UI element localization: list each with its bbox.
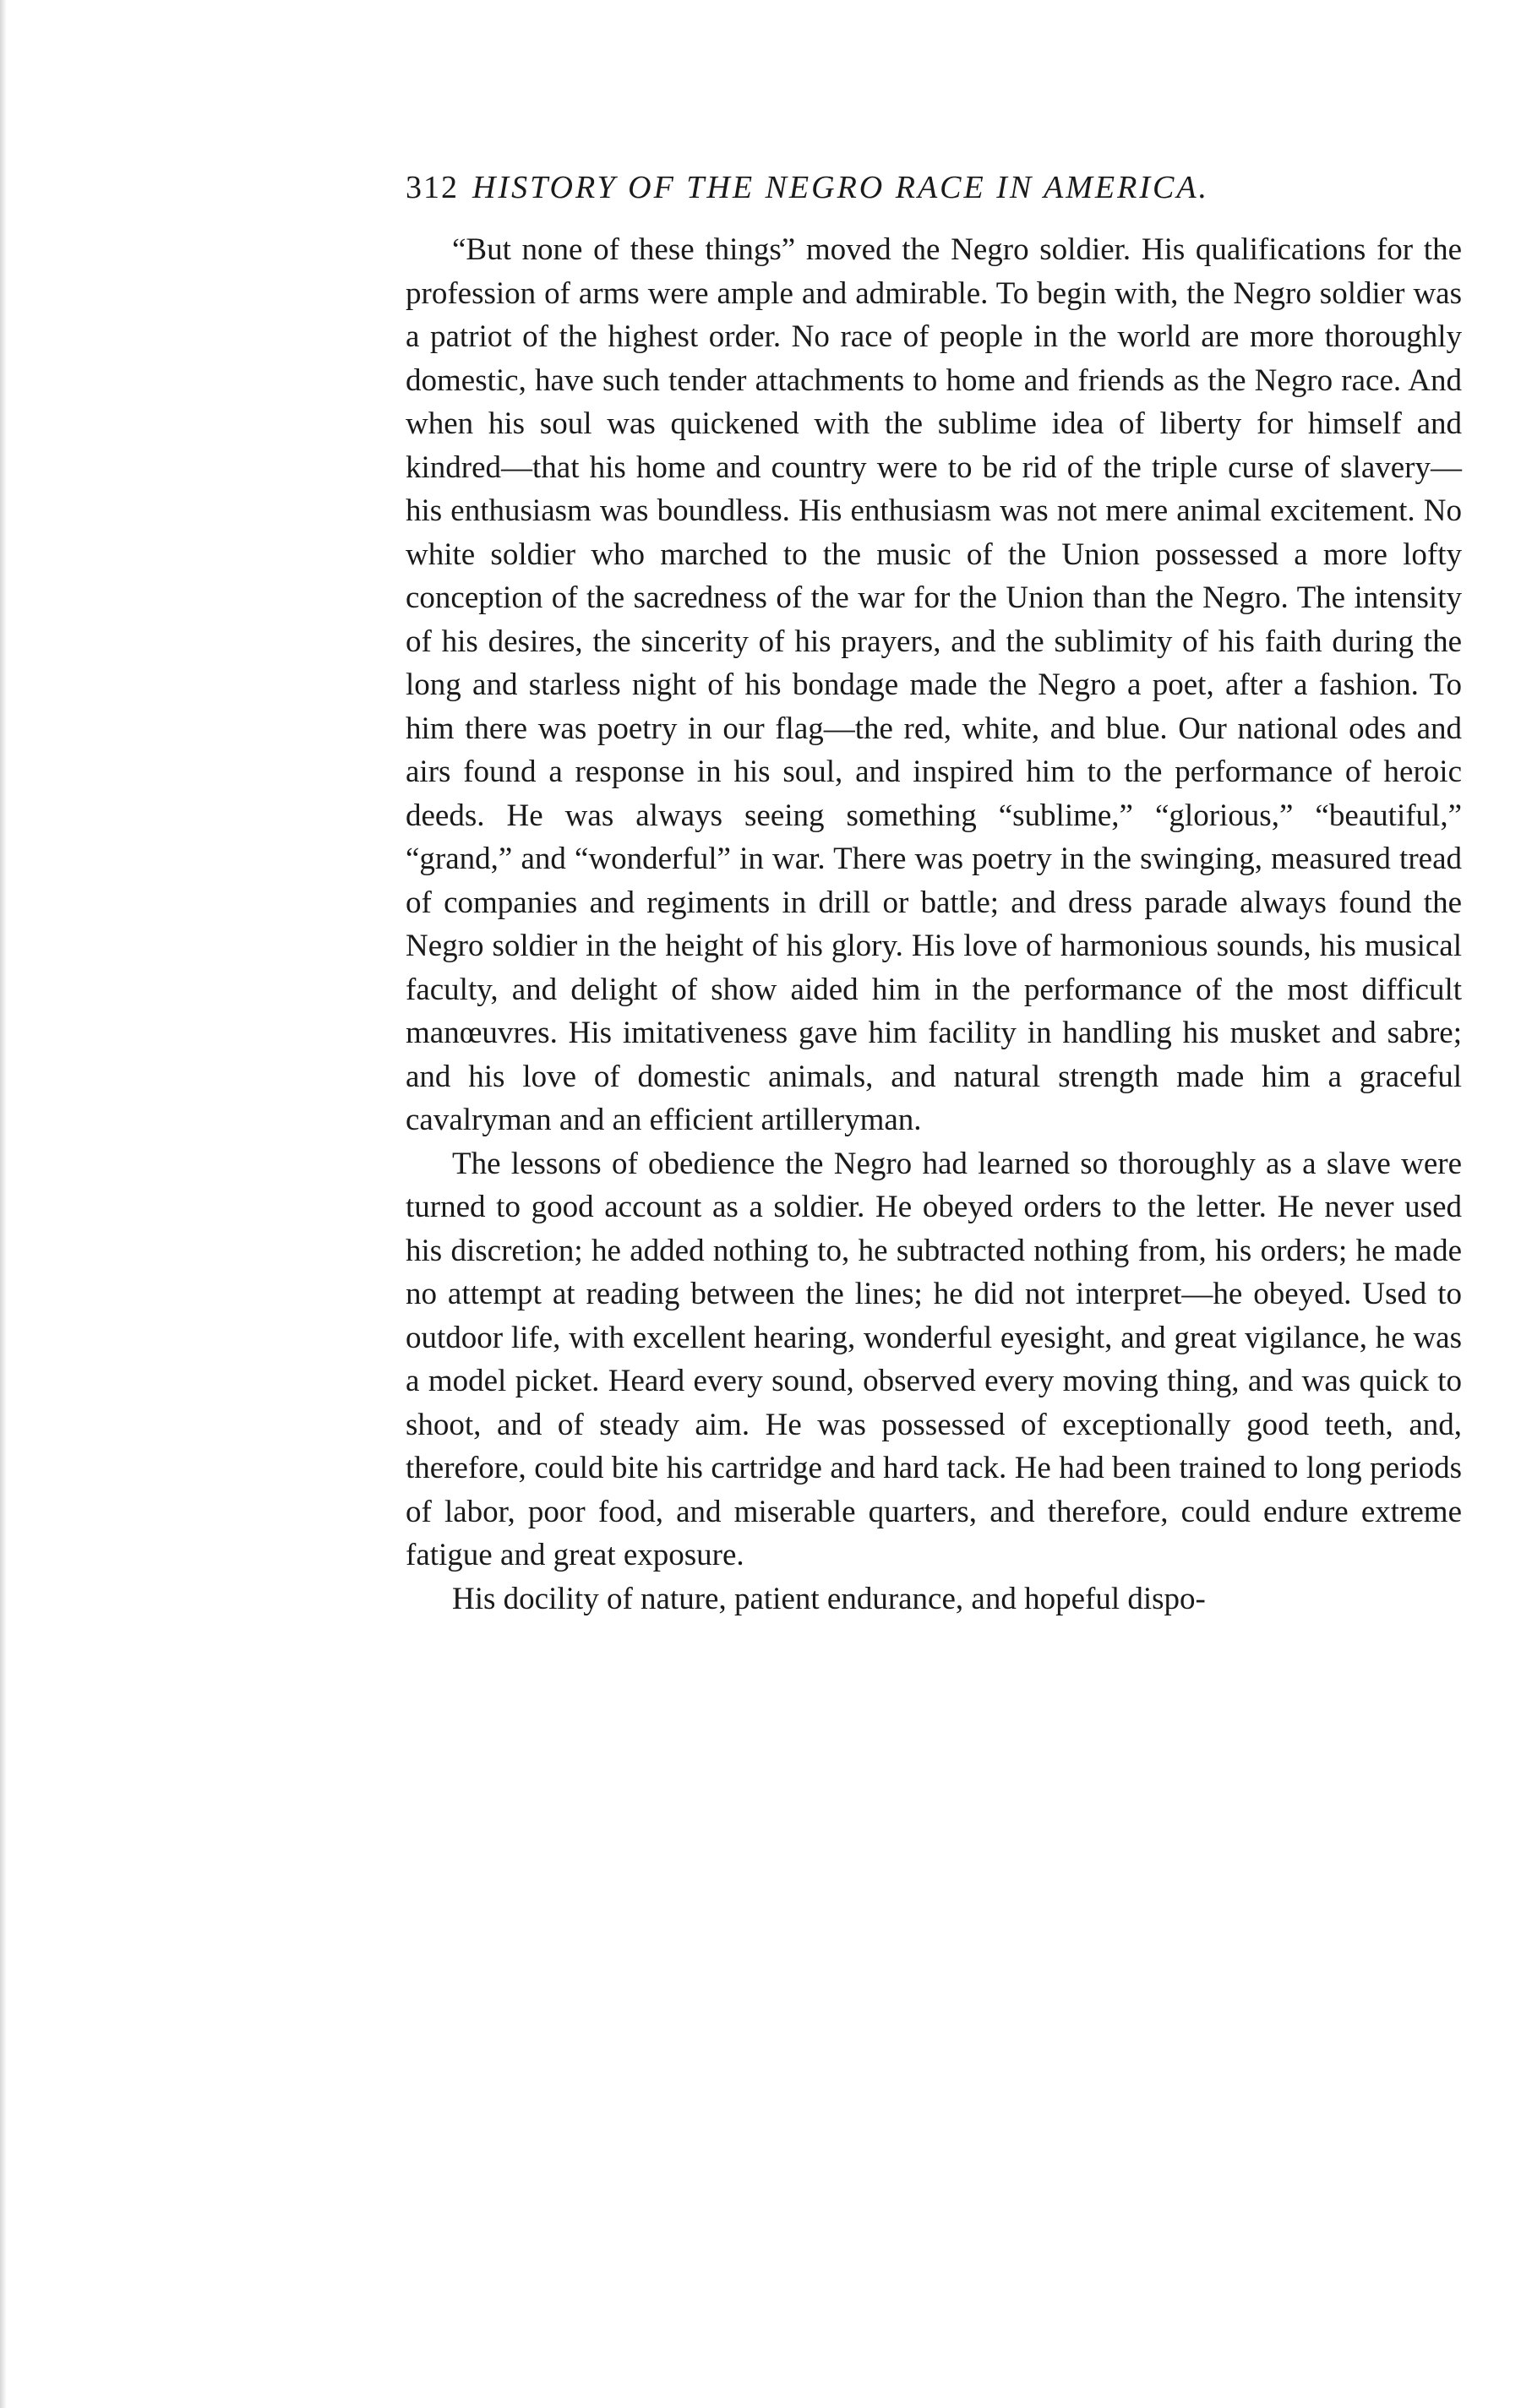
- paragraph-1: “But none of these things” moved the Negro soldier. His qualifications for the profession of arms were ample and admirable. To begin with, the Negro soldier was a patriot of the highest order. No race of people in the world are more thoroughly domestic, have such tender attachments to home and friends as the Negro race. And when his soul was quickened with the sublime idea of liberty for himself and kindred—that his home and country were to be rid of the triple curse of slavery—his enthusiasm was boundless. His enthusiasm was not mere animal excitement. No white soldier who marched to the music of the Union possessed a more lofty conception of the sacredness of the war for the Union than the Negro. The intensity of his desires, the sincerity of his prayers, and the sublimity of his faith during the long and starless night of his bondage made the Negro a poet, after a fashion. To him there was poetry in our flag—the red, white, and blue. Our national odes and airs found a response in his soul, and inspired him to the performance of heroic deeds. He was always seeing something “sublime,” “glorious,” “beautiful,” “grand,” and “wonderful” in war. There was poetry in the swinging, measured tread of companies and regiments in drill or battle; and dress parade always found the Negro soldier in the height of his glory. His love of harmonious sounds, his musical faculty, and delight of show aided him in the performance of the most difficult manœuvres. His imitativeness gave him facility in handling his musket and sabre; and his love of domestic animals, and natural strength made him a graceful cavalryman and an efficient artilleryman.: [406, 232, 1462, 1137]
- running-title: HISTORY OF THE NEGRO RACE IN AMERICA.: [472, 170, 1210, 205]
- scan-edge-shadow: [0, 0, 7, 2408]
- paragraph-2: The lessons of obedience the Negro had learned so thoroughly as a slave were turned to good account as a soldier. He obeyed orders to the letter. He never used his discretion; he added nothing to, he subtracted nothing from, his orders; he made no attempt at reading between the lines; he did not interpret—he obeyed. Used to outdoor life, with excellent hearing, wonderful eyesight, and great vigilance, he was a model picket. Heard every sound, observed every moving thing, and was quick to shoot, and of steady aim. He was possessed of exceptionally good teeth, and, therefore, could bite his cartridge and hard tack. He had been trained to long periods of labor, poor food, and miserable quarters, and therefore, could endure extreme fatigue and great exposure.: [406, 1146, 1462, 1572]
- paragraph-3: His docility of nature, patient endurance, and hopeful dispo-: [452, 1581, 1206, 1616]
- running-header: [406, 169, 1462, 206]
- body-text: [406, 228, 1462, 1621]
- page-number: 312: [406, 170, 459, 205]
- book-page: [406, 169, 1462, 1621]
